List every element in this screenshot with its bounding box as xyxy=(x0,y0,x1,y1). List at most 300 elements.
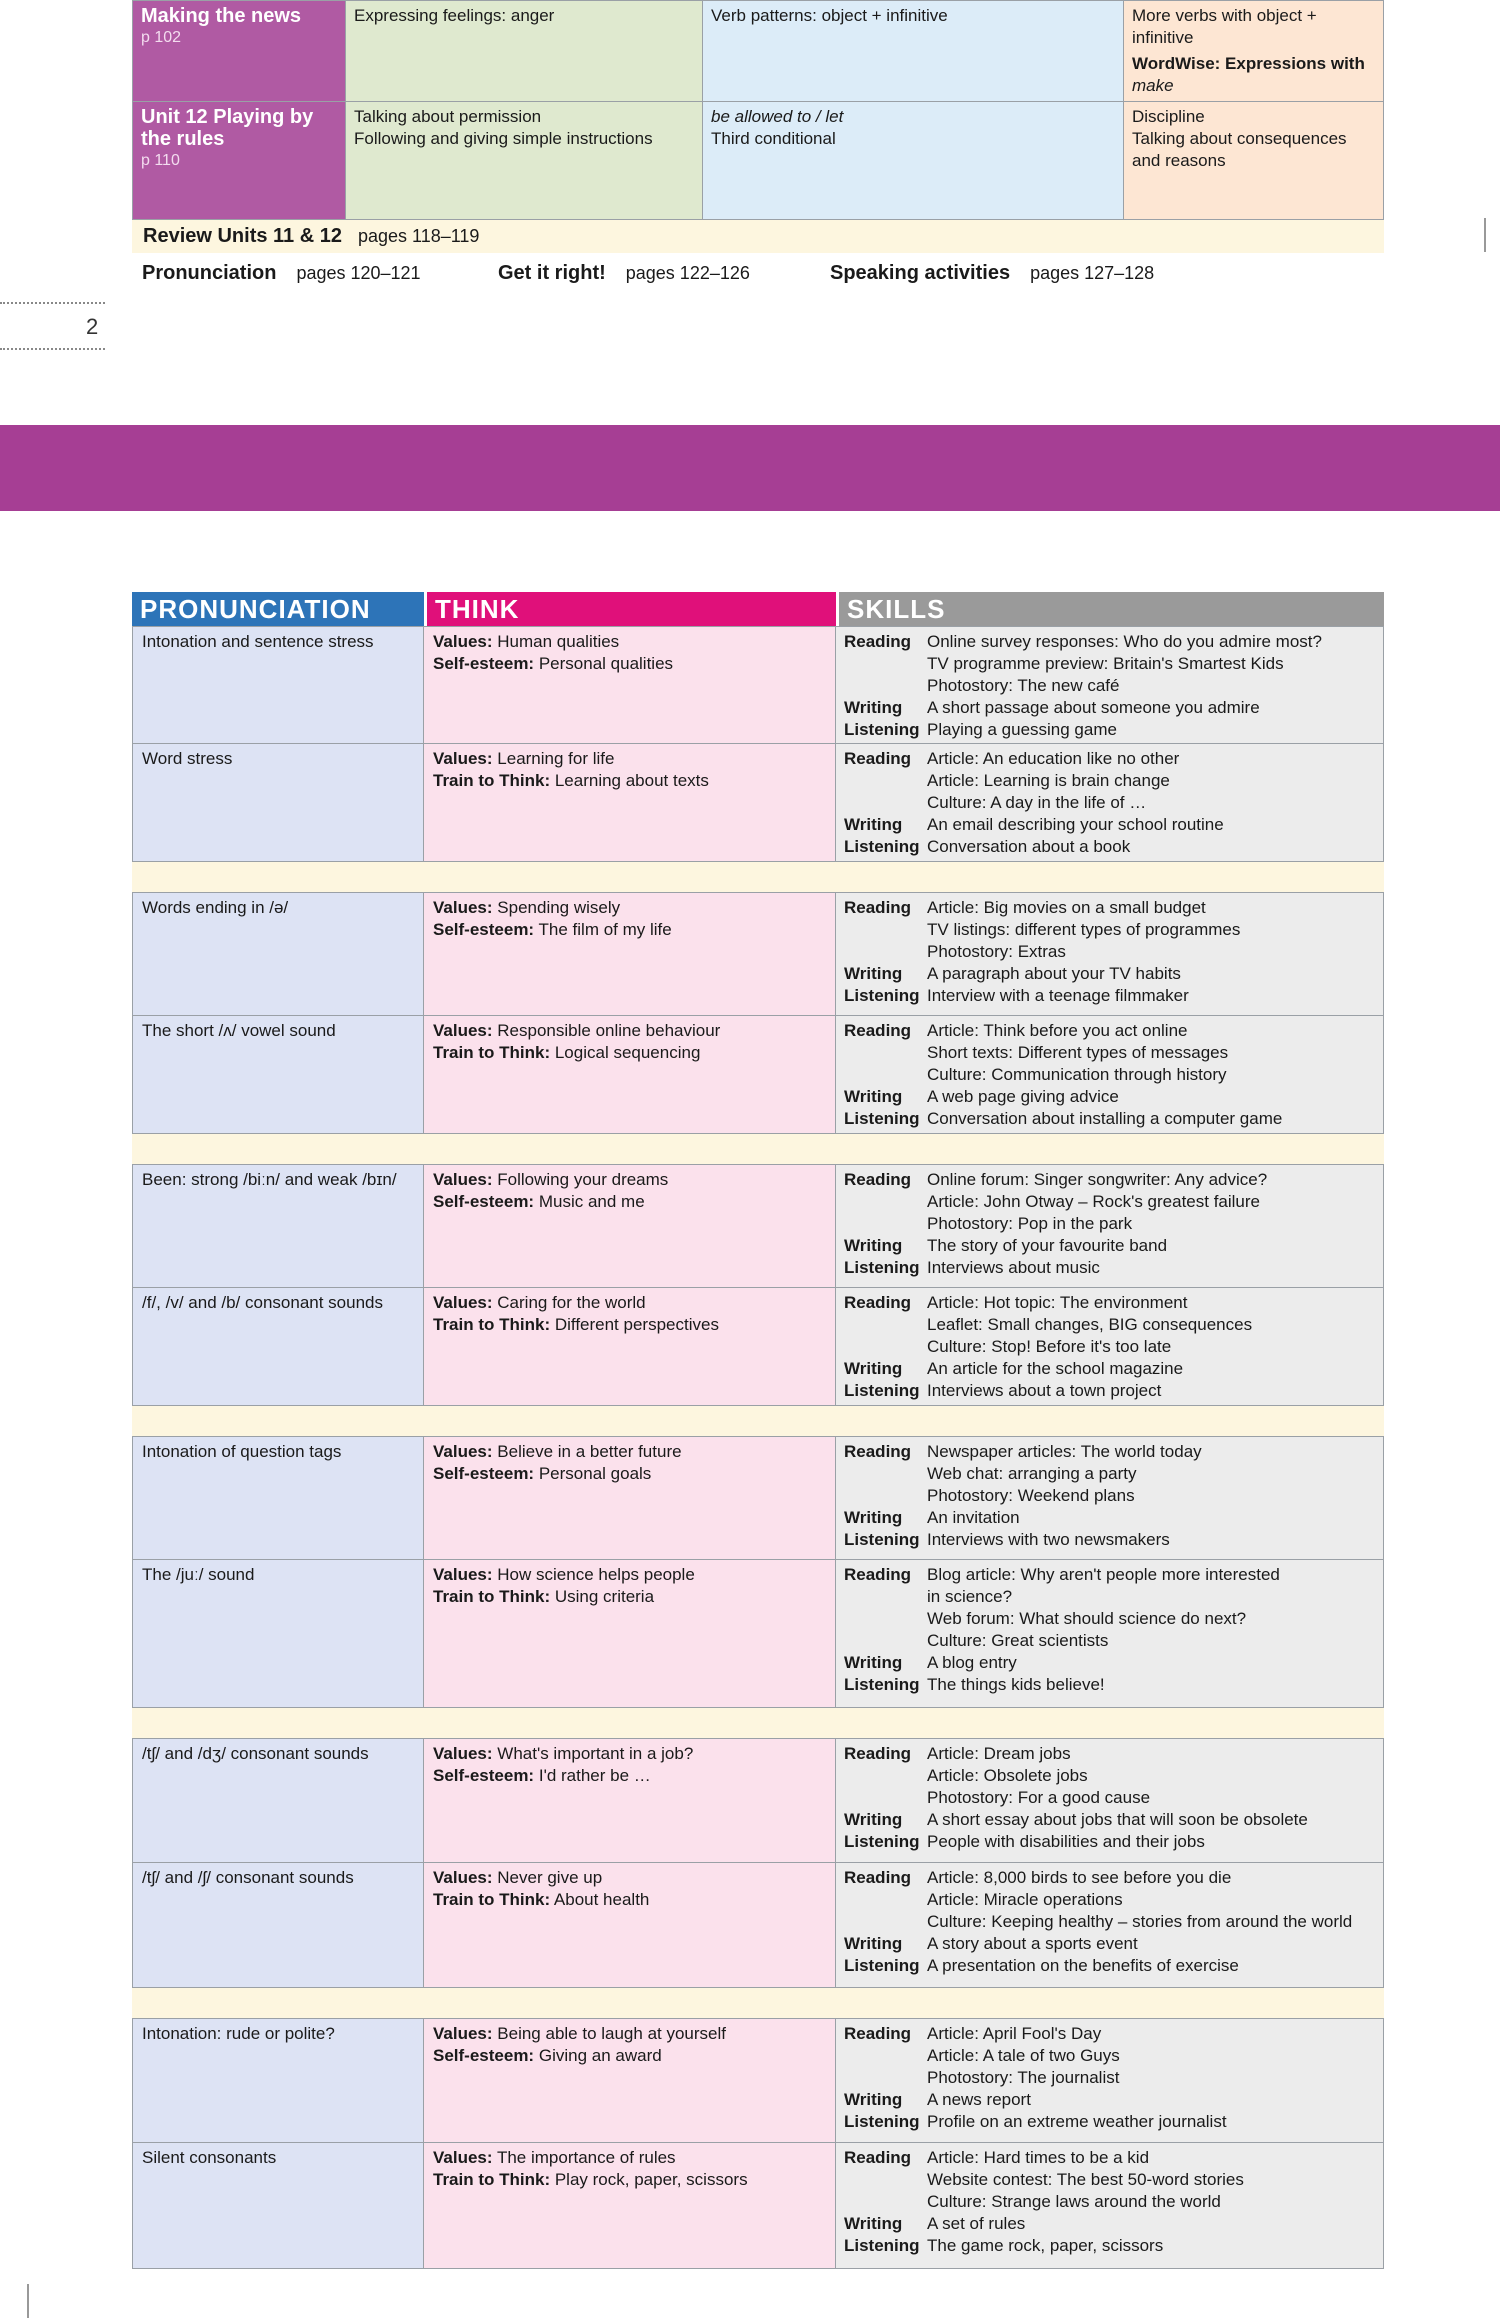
think-value: Following your dreams xyxy=(497,1170,669,1189)
speaking-activities-link[interactable] xyxy=(830,258,1154,288)
skill-label: Writing xyxy=(844,1087,903,1106)
skill-item: A set of rules xyxy=(927,2214,1026,2233)
think-value: Logical sequencing xyxy=(554,1043,701,1062)
skill-items xyxy=(927,697,1260,719)
wordwise-label: WordWise: Expressions with xyxy=(1132,54,1365,73)
pronunciation-cell: Been: strong /biːn/ and weak /bɪn/ xyxy=(132,1165,424,1287)
think-line xyxy=(433,2045,826,2067)
think-line xyxy=(433,1463,826,1485)
unit-separator xyxy=(132,862,1384,892)
skill-group xyxy=(844,1257,1375,1279)
unit-separator xyxy=(132,1134,1384,1164)
table-row xyxy=(132,2143,1384,2269)
skill-label: Reading xyxy=(844,1565,912,1584)
think-cell xyxy=(424,893,836,1015)
think-value: Personal qualities xyxy=(538,654,674,673)
skill-items xyxy=(927,1809,1308,1831)
cell-text: More verbs with object + infinitive xyxy=(1132,6,1317,47)
skill-label: Reading xyxy=(844,632,912,651)
skill-group xyxy=(844,2023,1375,2089)
think-line xyxy=(433,1743,826,1765)
skill-item: Photostory: The new café xyxy=(927,676,1120,695)
skill-items xyxy=(927,2023,1120,2089)
vocabulary-cell xyxy=(1124,1,1384,102)
skill-group xyxy=(844,1564,1375,1652)
skill-label: Reading xyxy=(844,898,912,917)
skill-item: The things kids believe! xyxy=(927,1675,1105,1694)
skills-cell xyxy=(836,744,1384,861)
skill-label: Writing xyxy=(844,1236,903,1255)
review-pages: pages 118–119 xyxy=(357,226,480,246)
skill-label: Writing xyxy=(844,1359,903,1378)
skill-items xyxy=(927,1955,1239,1977)
think-cell xyxy=(424,2143,836,2268)
think-key: Values: xyxy=(433,1170,493,1189)
grammar-cell xyxy=(703,1,1124,102)
skills-cell xyxy=(836,1739,1384,1862)
think-line xyxy=(433,1191,826,1213)
think-line xyxy=(433,653,826,675)
skill-group xyxy=(844,814,1375,836)
header-think: THINK xyxy=(424,592,836,626)
think-line xyxy=(433,1292,826,1314)
think-key: Train to Think: xyxy=(433,1043,551,1062)
skill-item: Playing a guessing game xyxy=(927,720,1117,739)
skill-items xyxy=(927,1674,1105,1696)
think-key: Values: xyxy=(433,749,493,768)
skill-items xyxy=(927,1380,1161,1402)
skill-group xyxy=(844,1020,1375,1086)
skills-cell xyxy=(836,893,1384,1015)
think-value: Using criteria xyxy=(554,1587,655,1606)
think-key: Self-esteem: xyxy=(433,654,535,673)
think-line xyxy=(433,897,826,919)
functions-cell xyxy=(346,1,703,102)
skill-label: Listening xyxy=(844,986,920,1005)
think-cell xyxy=(424,1560,836,1707)
skill-group xyxy=(844,2235,1375,2257)
skill-items xyxy=(927,836,1130,858)
review-label: Review Units 11 & 12 xyxy=(143,225,342,247)
table-row xyxy=(132,626,1384,744)
skill-item: Article: Hot topic: The environment xyxy=(927,1293,1188,1312)
skill-item: Blog article: Why aren't people more interested xyxy=(927,1565,1280,1584)
page-banner xyxy=(0,425,1500,511)
skill-label: Writing xyxy=(844,964,903,983)
think-key: Values: xyxy=(433,2024,493,2043)
skill-items xyxy=(927,2235,1163,2257)
skill-group xyxy=(844,1507,1375,1529)
unit-separator xyxy=(132,1988,1384,2018)
think-line xyxy=(433,770,826,792)
skill-label: Reading xyxy=(844,2024,912,2043)
think-cell xyxy=(424,1016,836,1133)
skill-group xyxy=(844,631,1375,697)
get-it-right-link[interactable] xyxy=(498,258,750,288)
think-cell xyxy=(424,1288,836,1405)
skills-cell xyxy=(836,1560,1384,1707)
pronunciation-cell: Silent consonants xyxy=(132,2143,424,2268)
skill-items xyxy=(927,1441,1202,1507)
think-cell xyxy=(424,1739,836,1862)
skill-items xyxy=(927,1933,1138,1955)
think-line xyxy=(433,1042,826,1064)
skill-group xyxy=(844,1441,1375,1507)
skill-group xyxy=(844,2147,1375,2213)
skill-item: in science? xyxy=(927,1587,1013,1606)
think-key: Values: xyxy=(433,898,493,917)
think-value: Learning about texts xyxy=(554,771,709,790)
link-label: Pronunciation xyxy=(142,262,277,284)
skill-item: Online survey responses: Who do you admire most? xyxy=(927,632,1322,651)
skill-item: Conversation about installing a computer game xyxy=(927,1109,1283,1128)
think-key: Self-esteem: xyxy=(433,920,535,939)
table-row xyxy=(132,1738,1384,1863)
skill-item: A news report xyxy=(927,2090,1031,2109)
skill-items xyxy=(927,1529,1170,1551)
skill-label: Listening xyxy=(844,1530,920,1549)
skill-label: Listening xyxy=(844,1109,920,1128)
pronunciation-cell: Words ending in /ə/ xyxy=(132,893,424,1015)
pronunciation-cell: The short /ʌ/ vowel sound xyxy=(132,1016,424,1133)
cell-text: Following and giving simple instructions xyxy=(354,129,653,148)
think-key: Values: xyxy=(433,632,493,651)
skill-label: Listening xyxy=(844,1258,920,1277)
think-cell xyxy=(424,1437,836,1559)
think-line xyxy=(433,1564,826,1586)
skill-group xyxy=(844,2213,1375,2235)
skills-cell xyxy=(836,2019,1384,2142)
skill-items xyxy=(927,1086,1119,1108)
unit-separator xyxy=(132,1708,1384,1738)
skill-items xyxy=(927,1020,1228,1086)
skill-items xyxy=(927,1169,1267,1235)
skill-group xyxy=(844,1292,1375,1358)
skill-item: Newspaper articles: The world today xyxy=(927,1442,1202,1461)
think-cell xyxy=(424,627,836,743)
skill-item: The game rock, paper, scissors xyxy=(927,2236,1164,2255)
skill-item: Article: Obsolete jobs xyxy=(927,1766,1088,1785)
skill-label: Listening xyxy=(844,720,920,739)
skill-item: People with disabilities and their jobs xyxy=(927,1832,1205,1851)
pronunciation-cell: Intonation and sentence stress xyxy=(132,627,424,743)
cell-text: Talking about permission xyxy=(354,107,542,126)
skill-group xyxy=(844,963,1375,985)
skill-item: A paragraph about your TV habits xyxy=(927,964,1181,983)
margin-mark xyxy=(1484,218,1486,252)
skill-items xyxy=(927,1652,1017,1674)
think-value: The film of my life xyxy=(538,920,672,939)
skill-item: An article for the school magazine xyxy=(927,1359,1184,1378)
header-pronunciation: PRONUNCIATION xyxy=(132,592,424,626)
page-number-rule-bottom xyxy=(0,348,105,350)
link-label: Speaking activities xyxy=(830,262,1011,284)
skill-label: Reading xyxy=(844,749,912,768)
skill-label: Listening xyxy=(844,1832,920,1851)
think-line xyxy=(433,631,826,653)
skill-label: Writing xyxy=(844,815,903,834)
think-key: Values: xyxy=(433,1868,493,1887)
skill-items xyxy=(927,1743,1150,1809)
table-row xyxy=(132,1016,1384,1134)
think-line xyxy=(433,2023,826,2045)
vocabulary-cell xyxy=(1124,102,1384,220)
think-line xyxy=(433,919,826,941)
skill-item: Photostory: Extras xyxy=(927,942,1066,961)
think-value: About health xyxy=(553,1890,650,1909)
skill-item: Article: A tale of two Guys xyxy=(927,2046,1120,2065)
think-value: Music and me xyxy=(538,1192,645,1211)
skill-items xyxy=(927,1108,1282,1130)
table-row xyxy=(132,744,1384,862)
skill-label: Reading xyxy=(844,1021,912,1040)
think-cell xyxy=(424,1165,836,1287)
think-value: Spending wisely xyxy=(497,898,621,917)
skill-group xyxy=(844,719,1375,741)
skills-cell xyxy=(836,2143,1384,2268)
think-value: Being able to laugh at yourself xyxy=(497,2024,726,2043)
skill-group xyxy=(844,2111,1375,2133)
skill-item: Interviews about a town project xyxy=(927,1381,1162,1400)
think-line xyxy=(433,1867,826,1889)
think-line xyxy=(433,1169,826,1191)
cell-text: Talking about consequences and reasons xyxy=(1132,129,1347,170)
skill-group xyxy=(844,1831,1375,1853)
skill-label: Listening xyxy=(844,1675,920,1694)
skill-item: A blog entry xyxy=(927,1653,1017,1672)
think-cell xyxy=(424,2019,836,2142)
skills-cell xyxy=(836,1016,1384,1133)
table-row xyxy=(132,892,1384,1016)
skill-group xyxy=(844,1235,1375,1257)
skill-items xyxy=(927,1235,1167,1257)
skill-item: Culture: Communication through history xyxy=(927,1065,1227,1084)
skill-item: Photostory: For a good cause xyxy=(927,1788,1151,1807)
skill-items xyxy=(927,963,1181,985)
think-key: Self-esteem: xyxy=(433,2046,535,2065)
think-key: Self-esteem: xyxy=(433,1766,535,1785)
skill-items xyxy=(927,631,1322,697)
skill-label: Writing xyxy=(844,1508,903,1527)
skill-group xyxy=(844,836,1375,858)
skill-group xyxy=(844,1652,1375,1674)
skill-item: Conversation about a book xyxy=(927,837,1131,856)
skill-group xyxy=(844,1933,1375,1955)
skill-items xyxy=(927,897,1240,963)
table-row xyxy=(132,1288,1384,1406)
skill-group xyxy=(844,697,1375,719)
link-pages: pages 122–126 xyxy=(625,263,750,283)
think-key: Values: xyxy=(433,1744,493,1763)
skill-group xyxy=(844,1380,1375,1402)
skill-item: Article: Hard times to be a kid xyxy=(927,2148,1150,2167)
skill-group xyxy=(844,1867,1375,1933)
table-row xyxy=(132,1560,1384,1708)
skill-item: Article: Learning is brain change xyxy=(927,771,1170,790)
skill-item: A presentation on the benefits of exercise xyxy=(927,1956,1239,1975)
skill-items xyxy=(927,719,1117,741)
link-pages: pages 127–128 xyxy=(1030,263,1155,283)
table-row xyxy=(132,2018,1384,2143)
think-key: Values: xyxy=(433,1021,493,1040)
think-line xyxy=(433,1586,826,1608)
pronunciation-cell: The /juː/ sound xyxy=(132,1560,424,1707)
pronunciation-cell: Word stress xyxy=(132,744,424,861)
think-key: Train to Think: xyxy=(433,771,551,790)
pronunciation-cell: Intonation of question tags xyxy=(132,1437,424,1559)
think-value: What's important in a job? xyxy=(497,1744,694,1763)
page-number-rule-top xyxy=(0,302,105,304)
skill-label: Writing xyxy=(844,698,903,717)
think-line xyxy=(433,748,826,770)
skill-group xyxy=(844,1743,1375,1809)
skill-item: TV listings: different types of programmes xyxy=(927,920,1241,939)
skill-items xyxy=(927,748,1179,814)
cell-text: Discipline xyxy=(1132,107,1205,126)
skill-item: A short essay about jobs that will soon be obsolete xyxy=(927,1810,1308,1829)
think-key: Self-esteem: xyxy=(433,1192,535,1211)
think-key: Train to Think: xyxy=(433,2170,551,2189)
skill-label: Writing xyxy=(844,1653,903,1672)
skill-item: Culture: Stop! Before it's too late xyxy=(927,1337,1172,1356)
skill-item: Interviews with two newsmakers xyxy=(927,1530,1170,1549)
top-row-unit-12 xyxy=(133,102,1384,220)
table-row xyxy=(132,1436,1384,1560)
unit-page: p 110 xyxy=(141,152,180,169)
think-value: Giving an award xyxy=(538,2046,662,2065)
table-row xyxy=(132,1164,1384,1288)
skill-item: Interviews about music xyxy=(927,1258,1100,1277)
think-key: Self-esteem: xyxy=(433,1464,535,1483)
skill-label: Listening xyxy=(844,1381,920,1400)
skill-item: Web forum: What should science do next? xyxy=(927,1609,1247,1628)
think-line xyxy=(433,1441,826,1463)
skill-item: Leaflet: Small changes, BIG consequences xyxy=(927,1315,1253,1334)
skill-item: Online forum: Singer songwriter: Any advice? xyxy=(927,1170,1268,1189)
skill-item: Culture: Strange laws around the world xyxy=(927,2192,1221,2211)
skill-items xyxy=(927,1564,1280,1652)
pronunciation-cell: /tʃ/ and /ʃ/ consonant sounds xyxy=(132,1863,424,1987)
unit-separator xyxy=(132,1406,1384,1436)
think-value: Different perspectives xyxy=(554,1315,719,1334)
skill-group xyxy=(844,1809,1375,1831)
functions-cell xyxy=(346,102,703,220)
skill-item: Article: Big movies on a small budget xyxy=(927,898,1206,917)
pronunciation-cell: /tʃ/ and /dʒ/ consonant sounds xyxy=(132,1739,424,1862)
skill-group xyxy=(844,1358,1375,1380)
skill-label: Reading xyxy=(844,1293,912,1312)
skill-label: Reading xyxy=(844,1868,912,1887)
think-cell xyxy=(424,744,836,861)
skill-item: Profile on an extreme weather journalist xyxy=(927,2112,1227,2131)
skills-cell xyxy=(836,1288,1384,1405)
contents-table xyxy=(132,592,1384,2269)
unit-rows xyxy=(132,626,1384,2269)
skill-item: An email describing your school routine xyxy=(927,815,1224,834)
think-line xyxy=(433,1889,826,1911)
unit-title: Unit 12 Playing by the rules xyxy=(141,106,314,150)
skill-items xyxy=(927,1257,1100,1279)
unit-page: p 102 xyxy=(141,29,182,46)
skill-items xyxy=(927,2111,1227,2133)
think-line xyxy=(433,1765,826,1787)
cell-text: Verb patterns: object + infinitive xyxy=(711,6,948,25)
margin-mark xyxy=(27,2284,29,2318)
skill-items xyxy=(927,1358,1183,1380)
think-line xyxy=(433,1314,826,1336)
think-value: Human qualities xyxy=(497,632,620,651)
cell-text: Expressing feelings: anger xyxy=(354,6,555,25)
skills-cell xyxy=(836,1165,1384,1287)
think-value: Personal goals xyxy=(538,1464,652,1483)
skill-items xyxy=(927,814,1224,836)
think-cell xyxy=(424,1863,836,1987)
grammar-cell xyxy=(703,102,1124,220)
think-key: Train to Think: xyxy=(433,1587,551,1606)
think-key: Train to Think: xyxy=(433,1890,551,1909)
skill-item: Website contest: The best 50-word stories xyxy=(927,2170,1244,2189)
skill-item: Photostory: Weekend plans xyxy=(927,1486,1135,1505)
skill-item: A web page giving advice xyxy=(927,1087,1119,1106)
skill-item: A story about a sports event xyxy=(927,1934,1138,1953)
skill-item: Web chat: arranging a party xyxy=(927,1464,1137,1483)
skill-item: Article: 8,000 birds to see before you die xyxy=(927,1868,1232,1887)
table-row xyxy=(132,1863,1384,1988)
page-number: 2 xyxy=(86,314,99,339)
link-label: Get it right! xyxy=(498,262,606,284)
cell-text: make xyxy=(1132,76,1174,95)
think-value: How science helps people xyxy=(497,1565,695,1584)
skill-item: Article: April Fool's Day xyxy=(927,2024,1102,2043)
skill-label: Writing xyxy=(844,1934,903,1953)
skill-item: Culture: Great scientists xyxy=(927,1631,1109,1650)
skill-item: Article: Dream jobs xyxy=(927,1744,1071,1763)
skill-label: Writing xyxy=(844,2214,903,2233)
skill-item: Culture: A day in the life of … xyxy=(927,793,1147,812)
cell-text: be allowed to / let xyxy=(711,107,844,126)
table-header xyxy=(132,592,1384,626)
think-line xyxy=(433,2169,826,2191)
top-contents-table xyxy=(132,0,1384,220)
think-key: Values: xyxy=(433,2148,493,2167)
think-key: Values: xyxy=(433,1442,493,1461)
think-value: Never give up xyxy=(497,1868,603,1887)
skill-item: Short texts: Different types of messages xyxy=(927,1043,1229,1062)
skill-item: Culture: Keeping healthy – stories from around the world xyxy=(927,1912,1353,1931)
skill-label: Reading xyxy=(844,2148,912,2167)
skill-item: Photostory: Pop in the park xyxy=(927,1214,1133,1233)
unit-cell xyxy=(133,102,346,220)
think-line xyxy=(433,1020,826,1042)
skill-group xyxy=(844,1086,1375,1108)
unit-title: Making the news xyxy=(141,5,302,27)
think-key: Values: xyxy=(433,1565,493,1584)
skill-group xyxy=(844,1529,1375,1551)
pronunciation-link[interactable] xyxy=(142,258,421,288)
review-bar xyxy=(132,220,1384,253)
skill-item: An invitation xyxy=(927,1508,1020,1527)
skill-item: Photostory: The journalist xyxy=(927,2068,1120,2087)
skill-item: Article: John Otway – Rock's greatest failure xyxy=(927,1192,1260,1211)
skill-group xyxy=(844,1108,1375,1130)
skill-items xyxy=(927,1867,1352,1933)
skill-group xyxy=(844,1169,1375,1235)
think-value: Responsible online behaviour xyxy=(497,1021,721,1040)
skill-label: Reading xyxy=(844,1170,912,1189)
skill-label: Listening xyxy=(844,2112,920,2131)
think-value: Believe in a better future xyxy=(497,1442,682,1461)
think-value: Play rock, paper, scissors xyxy=(554,2170,748,2189)
